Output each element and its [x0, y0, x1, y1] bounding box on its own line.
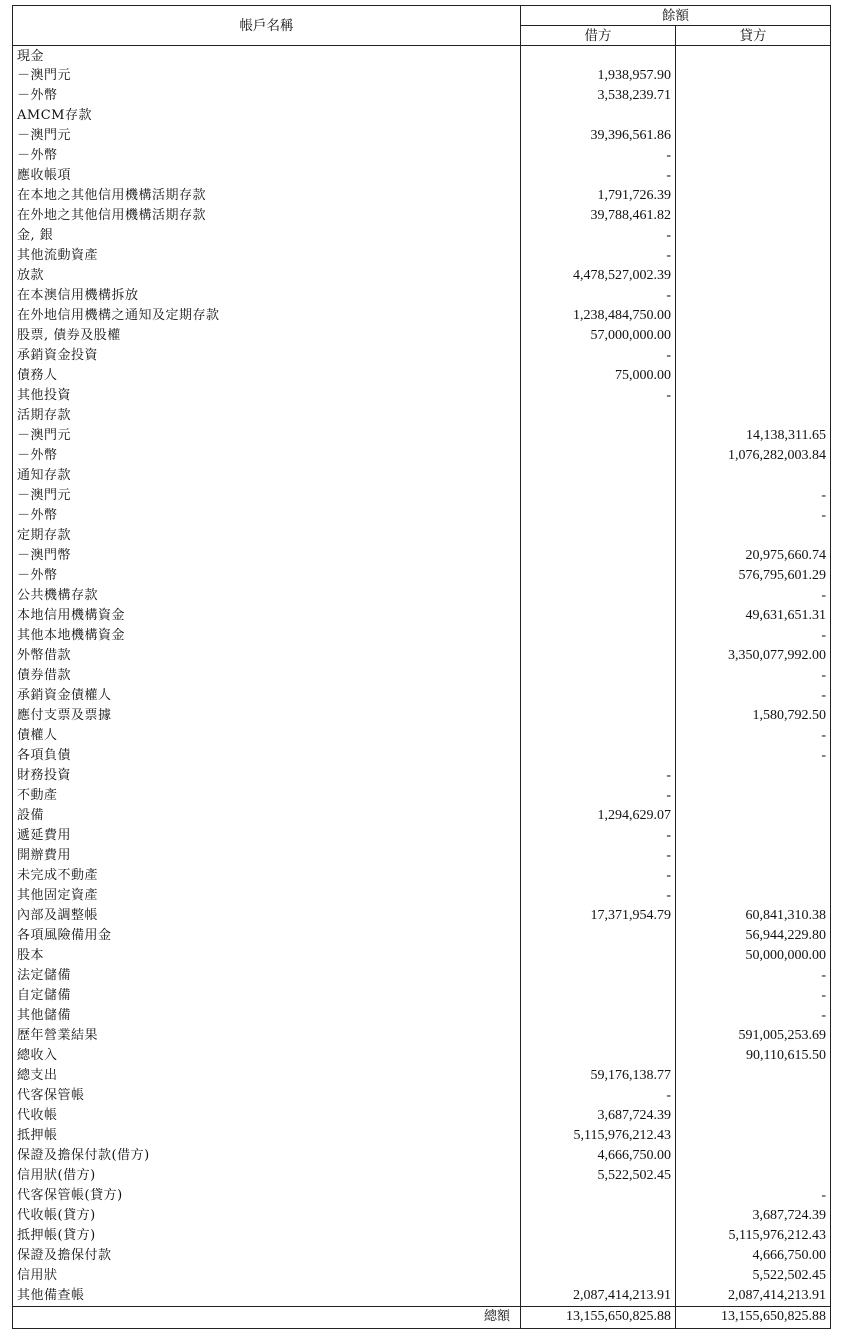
account-name: 法定儲備	[13, 966, 521, 986]
debit-amount	[521, 926, 676, 946]
debit-amount	[521, 726, 676, 746]
debit-amount: -	[521, 766, 676, 786]
ledger-row	[13, 486, 831, 506]
credit-amount	[676, 186, 831, 206]
credit-amount: 5,522,502.45	[676, 1266, 831, 1286]
ledger-row	[13, 266, 831, 286]
ledger-row	[13, 906, 831, 926]
account-name: 放款	[13, 266, 521, 286]
ledger-row	[13, 326, 831, 346]
debit-amount	[521, 526, 676, 546]
credit-amount	[676, 226, 831, 246]
ledger-row	[13, 606, 831, 626]
debit-amount: 17,371,954.79	[521, 906, 676, 926]
total-debit: 13,155,650,825.88	[521, 1306, 676, 1328]
account-name: 其他流動資產	[13, 246, 521, 266]
account-name: 金, 銀	[13, 226, 521, 246]
debit-amount: -	[521, 346, 676, 366]
account-name: 保證及擔保付款	[13, 1246, 521, 1266]
account-name: 歷年營業結果	[13, 1026, 521, 1046]
ledger-row	[13, 1186, 831, 1206]
credit-amount: 90,110,615.50	[676, 1046, 831, 1066]
account-name: 各項負債	[13, 746, 521, 766]
credit-amount: -	[676, 486, 831, 506]
account-name: 活期存款	[13, 406, 521, 426]
debit-amount: 1,294,629.07	[521, 806, 676, 826]
credit-amount: -	[676, 986, 831, 1006]
credit-amount: 591,005,253.69	[676, 1026, 831, 1046]
credit-amount	[676, 106, 831, 126]
account-name: 債務人	[13, 366, 521, 386]
debit-amount: -	[521, 786, 676, 806]
account-name: 在本澳信用機構拆放	[13, 286, 521, 306]
ledger-row	[13, 1206, 831, 1226]
debit-amount: -	[521, 866, 676, 886]
credit-amount: 1,580,792.50	[676, 706, 831, 726]
credit-amount: 3,687,724.39	[676, 1206, 831, 1226]
account-name: －外幣	[13, 86, 521, 106]
credit-amount: 14,138,311.65	[676, 426, 831, 446]
debit-header: 借方	[521, 26, 676, 46]
credit-amount: 2,087,414,213.91	[676, 1286, 831, 1306]
trial-balance-sheet	[12, 5, 830, 1323]
debit-amount: -	[521, 386, 676, 406]
account-name: 承銷資金投資	[13, 346, 521, 366]
ledger-row	[13, 1006, 831, 1026]
credit-amount: -	[676, 506, 831, 526]
ledger-row	[13, 686, 831, 706]
account-name: －澳門幣	[13, 546, 521, 566]
ledger-row	[13, 926, 831, 946]
ledger-row	[13, 666, 831, 686]
account-name: 在本地之其他信用機構活期存款	[13, 186, 521, 206]
credit-amount	[676, 826, 831, 846]
account-name: 通知存款	[13, 466, 521, 486]
debit-amount	[521, 606, 676, 626]
credit-amount	[676, 206, 831, 226]
account-name: 其他本地機構資金	[13, 626, 521, 646]
credit-amount: 576,795,601.29	[676, 566, 831, 586]
credit-amount: -	[676, 726, 831, 746]
credit-amount: 4,666,750.00	[676, 1246, 831, 1266]
debit-amount: -	[521, 286, 676, 306]
debit-amount	[521, 566, 676, 586]
ledger-row	[13, 1066, 831, 1086]
account-name: 其他儲備	[13, 1006, 521, 1026]
ledger-row	[13, 406, 831, 426]
total-row	[13, 1306, 831, 1328]
ledger-row	[13, 1266, 831, 1286]
account-name: 設備	[13, 806, 521, 826]
debit-amount	[521, 706, 676, 726]
credit-amount: -	[676, 966, 831, 986]
account-name: 在外地信用機構之通知及定期存款	[13, 306, 521, 326]
credit-amount	[676, 246, 831, 266]
account-name: 信用狀(借方)	[13, 1166, 521, 1186]
account-name: 保證及擔保付款(借方)	[13, 1146, 521, 1166]
ledger-row	[13, 566, 831, 586]
debit-amount: 1,238,484,750.00	[521, 306, 676, 326]
ledger-row	[13, 386, 831, 406]
ledger-row	[13, 106, 831, 126]
ledger-row	[13, 1286, 831, 1306]
account-name: 總支出	[13, 1066, 521, 1086]
debit-amount: 39,396,561.86	[521, 126, 676, 146]
account-name: 其他投資	[13, 386, 521, 406]
account-name: 應付支票及票據	[13, 706, 521, 726]
ledger-row	[13, 46, 831, 67]
credit-amount: 3,350,077,992.00	[676, 646, 831, 666]
debit-amount	[521, 646, 676, 666]
ledger-row	[13, 546, 831, 566]
ledger-row	[13, 446, 831, 466]
account-name: －澳門元	[13, 66, 521, 86]
debit-amount	[521, 1026, 676, 1046]
account-name: 未完成不動產	[13, 866, 521, 886]
debit-amount	[521, 446, 676, 466]
account-name: 定期存款	[13, 526, 521, 546]
ledger-row	[13, 986, 831, 1006]
account-name: 開辦費用	[13, 846, 521, 866]
credit-amount: 5,115,976,212.43	[676, 1226, 831, 1246]
ledger-row	[13, 946, 831, 966]
credit-amount: -	[676, 626, 831, 646]
debit-amount: -	[521, 146, 676, 166]
debit-amount	[521, 486, 676, 506]
credit-amount	[676, 846, 831, 866]
ledger-row	[13, 306, 831, 326]
account-name: 財務投資	[13, 766, 521, 786]
ledger-row	[13, 1106, 831, 1126]
credit-amount	[676, 806, 831, 826]
debit-amount	[521, 666, 676, 686]
credit-amount	[676, 1146, 831, 1166]
ledger-row	[13, 1086, 831, 1106]
account-name: 代客保管帳	[13, 1086, 521, 1106]
credit-amount: -	[676, 586, 831, 606]
debit-amount: 5,115,976,212.43	[521, 1126, 676, 1146]
credit-amount: -	[676, 746, 831, 766]
total-credit: 13,155,650,825.88	[676, 1306, 831, 1328]
debit-amount	[521, 686, 676, 706]
credit-amount	[676, 466, 831, 486]
debit-amount: 3,687,724.39	[521, 1106, 676, 1126]
account-name: 債券借款	[13, 666, 521, 686]
account-name: 抵押帳	[13, 1126, 521, 1146]
ledger-row	[13, 166, 831, 186]
debit-amount: -	[521, 226, 676, 246]
account-name: 自定儲備	[13, 986, 521, 1006]
credit-amount	[676, 406, 831, 426]
account-name: 不動產	[13, 786, 521, 806]
debit-amount	[521, 946, 676, 966]
debit-amount: -	[521, 166, 676, 186]
debit-amount: 3,538,239.71	[521, 86, 676, 106]
credit-amount	[676, 126, 831, 146]
credit-amount: 49,631,651.31	[676, 606, 831, 626]
debit-amount: 1,938,957.90	[521, 66, 676, 86]
account-name: 抵押帳(貸方)	[13, 1226, 521, 1246]
account-name: 外幣借款	[13, 646, 521, 666]
account-name: 公共機構存款	[13, 586, 521, 606]
account-name: －外幣	[13, 566, 521, 586]
credit-amount	[676, 1066, 831, 1086]
credit-amount: 50,000,000.00	[676, 946, 831, 966]
account-name: 應收帳項	[13, 166, 521, 186]
credit-amount: 60,841,310.38	[676, 906, 831, 926]
debit-amount	[521, 46, 676, 67]
ledger-row	[13, 806, 831, 826]
credit-amount	[676, 146, 831, 166]
ledger-row	[13, 1126, 831, 1146]
debit-amount: -	[521, 246, 676, 266]
account-name: －外幣	[13, 506, 521, 526]
ledger-row	[13, 726, 831, 746]
account-name: 在外地之其他信用機構活期存款	[13, 206, 521, 226]
credit-amount	[676, 366, 831, 386]
credit-amount	[676, 166, 831, 186]
debit-amount	[521, 106, 676, 126]
credit-amount: -	[676, 1186, 831, 1206]
debit-amount	[521, 466, 676, 486]
ledger-row	[13, 1166, 831, 1186]
credit-amount	[676, 346, 831, 366]
credit-amount	[676, 786, 831, 806]
debit-amount: -	[521, 886, 676, 906]
account-name: 其他固定資產	[13, 886, 521, 906]
ledger-row	[13, 466, 831, 486]
ledger-row	[13, 626, 831, 646]
credit-amount	[676, 766, 831, 786]
ledger-row	[13, 186, 831, 206]
debit-amount	[521, 966, 676, 986]
ledger-row	[13, 766, 831, 786]
ledger-body	[13, 46, 831, 1307]
debit-amount: -	[521, 1086, 676, 1106]
ledger-row	[13, 146, 831, 166]
account-name: －澳門元	[13, 126, 521, 146]
credit-amount: 20,975,660.74	[676, 546, 831, 566]
debit-amount: 5,522,502.45	[521, 1166, 676, 1186]
debit-amount: 4,666,750.00	[521, 1146, 676, 1166]
header-row-top	[13, 6, 831, 26]
debit-amount: 1,791,726.39	[521, 186, 676, 206]
debit-amount	[521, 506, 676, 526]
ledger-row	[13, 886, 831, 906]
ledger-row	[13, 1246, 831, 1266]
account-name: 承銷資金債權人	[13, 686, 521, 706]
credit-amount	[676, 1126, 831, 1146]
debit-amount	[521, 1226, 676, 1246]
debit-amount	[521, 1186, 676, 1206]
ledger-row	[13, 646, 831, 666]
ledger-row	[13, 346, 831, 366]
ledger-row	[13, 526, 831, 546]
account-name: －外幣	[13, 146, 521, 166]
credit-amount	[676, 326, 831, 346]
debit-amount	[521, 1266, 676, 1286]
account-name: 債權人	[13, 726, 521, 746]
ledger-row	[13, 706, 831, 726]
account-name: 信用狀	[13, 1266, 521, 1286]
credit-amount: -	[676, 1006, 831, 1026]
credit-amount	[676, 66, 831, 86]
credit-amount	[676, 1166, 831, 1186]
credit-amount	[676, 266, 831, 286]
ledger-row	[13, 1226, 831, 1246]
debit-amount	[521, 746, 676, 766]
account-name: －外幣	[13, 446, 521, 466]
credit-amount	[676, 86, 831, 106]
ledger-row	[13, 366, 831, 386]
debit-amount: 75,000.00	[521, 366, 676, 386]
credit-header: 貸方	[676, 26, 831, 46]
ledger-row	[13, 226, 831, 246]
debit-amount: 59,176,138.77	[521, 1066, 676, 1086]
account-name: AMCM存款	[13, 106, 521, 126]
ledger-row	[13, 846, 831, 866]
debit-amount	[521, 1046, 676, 1066]
debit-amount: 2,087,414,213.91	[521, 1286, 676, 1306]
credit-amount: -	[676, 686, 831, 706]
account-name: －澳門元	[13, 426, 521, 446]
debit-amount: -	[521, 846, 676, 866]
ledger-row	[13, 1046, 831, 1066]
debit-amount	[521, 626, 676, 646]
account-name: 代客保管帳(貸方)	[13, 1186, 521, 1206]
account-name: 內部及調整帳	[13, 906, 521, 926]
credit-amount	[676, 886, 831, 906]
account-name: 本地信用機構資金	[13, 606, 521, 626]
credit-amount: 1,076,282,003.84	[676, 446, 831, 466]
ledger-row	[13, 206, 831, 226]
credit-amount: 56,944,229.80	[676, 926, 831, 946]
account-name: 總收入	[13, 1046, 521, 1066]
ledger-row	[13, 86, 831, 106]
account-name: 股票, 債券及股權	[13, 326, 521, 346]
account-name: 股本	[13, 946, 521, 966]
ledger-row	[13, 126, 831, 146]
ledger-row	[13, 426, 831, 446]
debit-amount: 39,788,461.82	[521, 206, 676, 226]
ledger-row	[13, 286, 831, 306]
ledger-row	[13, 506, 831, 526]
total-label: 總額	[13, 1306, 521, 1328]
debit-amount: 57,000,000.00	[521, 326, 676, 346]
account-name: 代收帳	[13, 1106, 521, 1126]
credit-amount	[676, 286, 831, 306]
account-name: 遞延費用	[13, 826, 521, 846]
ledger-row	[13, 1146, 831, 1166]
credit-amount	[676, 526, 831, 546]
account-name: 代收帳(貸方)	[13, 1206, 521, 1226]
debit-amount	[521, 586, 676, 606]
debit-amount	[521, 1006, 676, 1026]
ledger-row	[13, 66, 831, 86]
credit-amount	[676, 386, 831, 406]
credit-amount: -	[676, 666, 831, 686]
debit-amount	[521, 426, 676, 446]
ledger-row	[13, 586, 831, 606]
ledger-row	[13, 786, 831, 806]
account-name: 其他備查帳	[13, 1286, 521, 1306]
ledger-row	[13, 966, 831, 986]
debit-amount	[521, 1206, 676, 1226]
credit-amount	[676, 46, 831, 67]
account-name-header: 帳戶名稱	[13, 6, 521, 46]
credit-amount	[676, 1106, 831, 1126]
account-name: 各項風險備用金	[13, 926, 521, 946]
debit-amount	[521, 406, 676, 426]
credit-amount	[676, 866, 831, 886]
account-name: 現金	[13, 46, 521, 67]
balance-header: 餘額	[521, 6, 831, 26]
trial-balance-table	[12, 5, 831, 1329]
ledger-row	[13, 826, 831, 846]
account-name: －澳門元	[13, 486, 521, 506]
debit-amount: -	[521, 826, 676, 846]
debit-amount	[521, 986, 676, 1006]
ledger-row	[13, 746, 831, 766]
ledger-row	[13, 1026, 831, 1046]
credit-amount	[676, 306, 831, 326]
debit-amount: 4,478,527,002.39	[521, 266, 676, 286]
ledger-row	[13, 866, 831, 886]
ledger-row	[13, 246, 831, 266]
debit-amount	[521, 546, 676, 566]
debit-amount	[521, 1246, 676, 1266]
credit-amount	[676, 1086, 831, 1106]
